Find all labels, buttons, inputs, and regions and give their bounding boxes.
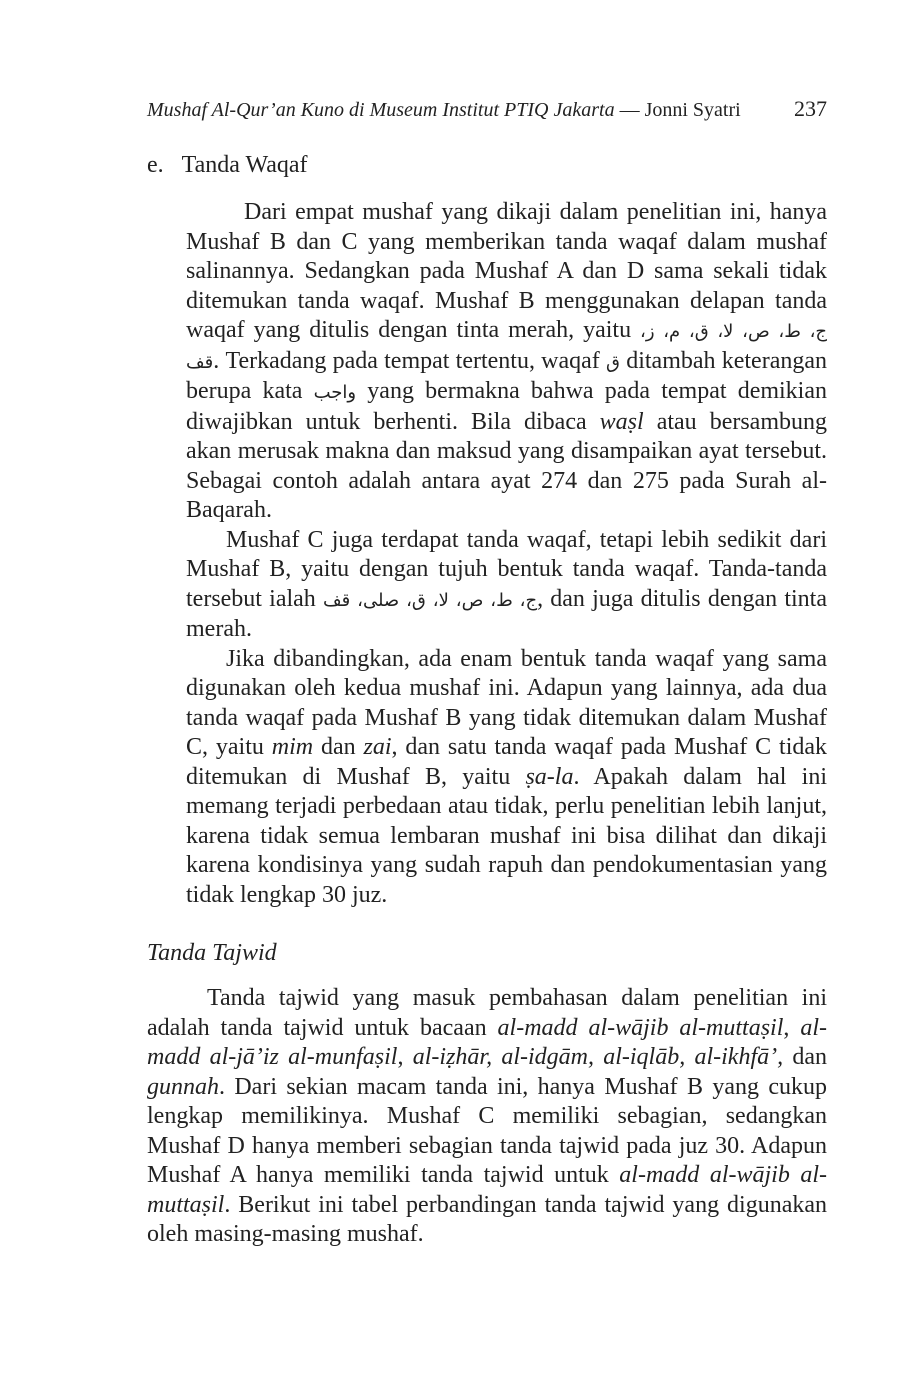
text: dan [783, 1044, 828, 1070]
text: . Berikut ini tabel perbandingan tanda tajwid yang digunakan oleh masing-masing mushaf. [147, 1191, 827, 1247]
italic-term: mim [271, 734, 314, 760]
paragraph [186, 645, 827, 911]
text: Mushaf C juga terdapat tanda waqaf, tetapi lebih sedikit dari Mushaf B, yaitu dengan tujuh bentuk tanda waqaf. Tanda-tanda tersebut ialah [186, 526, 827, 612]
text: , [783, 1014, 801, 1041]
italic-term: zai [363, 734, 392, 760]
italic-term: ṣa-la [525, 763, 574, 790]
arabic-text: ج، ط، ص، لا، ق، صلى، قف [323, 589, 538, 611]
text: ditambah keterangan berupa kata [186, 347, 827, 404]
arabic-text: واجب [313, 382, 357, 403]
running-header [147, 96, 827, 122]
paragraph [186, 526, 827, 645]
paragraph [147, 984, 827, 1250]
italic-term: al-madd al-jā’iz al-munfaṣil [147, 1014, 828, 1070]
text: , dan satu tanda waqaf pada Mushaf C tidak ditemukan di Mushaf B, yaitu [186, 734, 828, 790]
section-heading-waqaf [147, 152, 308, 179]
waqaf-body [186, 198, 827, 910]
text: Dari empat mushaf yang dikaji dalam penelitian ini, hanya Mushaf B dan C yang memberikan tanda waqaf dalam mushaf salinannya. Sedangkan pada Mushaf A dan D sama sekali tidak ditemukan tanda waqaf. Mushaf B menggunakan delapan tanda waqaf yang ditulis dengan tinta merah, yaitu [186, 199, 827, 343]
text: . Terkadang pada tempat tertentu, waqaf [213, 347, 607, 374]
text: atau bersambung akan merusak makna dan maksud yang disampaikan ayat tersebut. Sebagai contoh adalah antara ayat 274 dan 275 pada Surah al-Baqarah. [186, 408, 828, 523]
tajwid-body [147, 984, 827, 1250]
italic-term: gunnah [147, 1073, 219, 1100]
section-letter: e. [147, 152, 164, 178]
arabic-text: ج، ط، ص، لا، ق، م، ز، قف [186, 321, 827, 373]
text: , dan juga ditulis dengan tinta merah. [186, 585, 827, 642]
text: . Dari sekian macam tanda ini, hanya Mushaf B yang cukup lengkap memilikinya. Mushaf C memiliki sebagian, sedangkan Mushaf D hanya memberi sebagian tanda tajwid pada juz 30. Adapun Mushaf A hanya memiliki tanda tajwid untuk [147, 1073, 827, 1188]
italic-term: waṣl [599, 408, 644, 435]
header-title: Mushaf Al-Qur’an Kuno di Museum Institut PTIQ Jakarta [147, 99, 615, 121]
text: Tanda tajwid yang masuk pembahasan dalam penelitian ini adalah tanda tajwid untuk bacaan [147, 985, 827, 1041]
header-author: — Jonni Syatri [619, 99, 741, 121]
section-heading-tajwid: Tanda Tajwid [147, 940, 277, 966]
section-title: Tanda Waqaf [181, 152, 308, 178]
page-number: 237 [794, 96, 827, 121]
italic-term: al-madd al-wājib al-muttaṣil [147, 1162, 828, 1218]
italic-term: al-iẓhār, al-idgām, al-iqlāb, al-ikhfā’, [412, 1044, 784, 1070]
text: . Apakah dalam hal ini memang terjadi perbedaan atau tidak, perlu penelitian lebih lanjut, karena tidak semua lembaran mushaf ini bisa dilihat dan dikaji karena kondisinya yang sudah rapuh dan pendokumentasian yang tidak lengkap 30 juz. [186, 763, 828, 908]
text: Jika dibandingkan, ada enam bentuk tanda waqaf yang sama digunakan oleh kedua mushaf ini. Adapun yang lainnya, ada dua tanda waqaf pada Mushaf B yang tidak ditemukan dalam Mushaf C, yaitu [186, 645, 827, 760]
text: yang bermakna bahwa pada tempat demikian diwajibkan untuk berhenti. Bila dibaca [186, 378, 827, 435]
text: , [397, 1044, 413, 1070]
italic-term: al-madd al-wājib al-muttaṣil [497, 1014, 784, 1041]
text: dan [313, 734, 364, 760]
paragraph [186, 198, 827, 526]
arabic-text: ق [606, 351, 620, 373]
